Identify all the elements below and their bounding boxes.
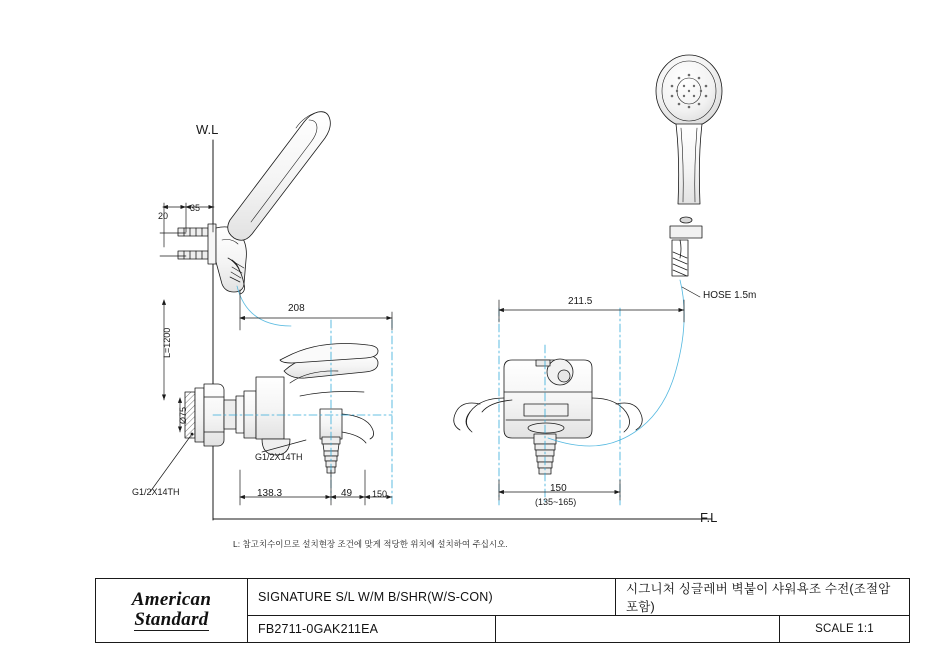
- dim-height-l: L=1200: [162, 327, 172, 358]
- label-hose: HOSE 1.5m: [703, 290, 757, 301]
- title-block-blank-cell: [496, 616, 780, 642]
- label-fl: F.L: [700, 510, 718, 525]
- dim-150-small: 150: [372, 489, 388, 499]
- top-connectors-left: [178, 224, 216, 264]
- dim-211-5: 211.5: [568, 296, 593, 307]
- left-elevation-view: [178, 112, 378, 473]
- reference-axes: [213, 140, 712, 520]
- right-elevation-view: [454, 359, 643, 474]
- brand-logo-line2: Standard: [134, 608, 209, 630]
- title-block: [95, 578, 910, 643]
- spout-left: [320, 409, 374, 473]
- installation-note: L: 참고치수이므로 설치현장 조건에 맞게 적당한 위치에 설치하여 주십시오.: [233, 539, 508, 549]
- label-inlet-mid: G1/2X14TH: [255, 452, 303, 462]
- description-kr: 시그니처 싱글레버 벽붙이 샤워욕조 수전(조절암 포함): [626, 582, 891, 614]
- brand-logo: [96, 579, 248, 642]
- mixer-body-left: [256, 344, 378, 456]
- dim-20: 20: [158, 211, 169, 221]
- label-inlet-left: G1/2X14TH: [132, 487, 180, 497]
- dim-35: 35: [190, 203, 201, 213]
- dim-150: 150: [550, 483, 567, 494]
- brand-logo-line1: American: [131, 588, 212, 610]
- dim-138-3: 138.3: [257, 488, 283, 499]
- model-number: FB2711-0GAK211EA: [248, 616, 496, 642]
- mixer-body-right: [454, 359, 643, 438]
- scale-label: SCALE 1:1: [815, 623, 874, 635]
- dim-49: 49: [341, 488, 353, 499]
- dim-diameter: Ø75: [178, 406, 188, 424]
- description-en: SIGNATURE S/L W/M B/SHR(W/S-CON): [248, 579, 616, 615]
- dim-208: 208: [288, 303, 305, 314]
- handshower-right: [656, 55, 722, 276]
- handshower-bracket-left: [216, 112, 330, 294]
- dim-range: (135~165): [535, 497, 577, 507]
- label-wl: W.L: [196, 122, 219, 137]
